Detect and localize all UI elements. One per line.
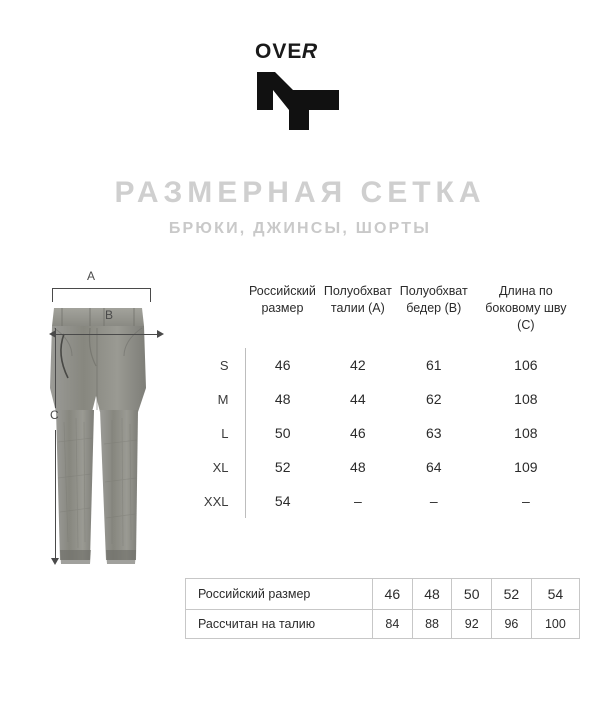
cell-hips: 62 (425, 391, 442, 407)
cell-hips: 61 (425, 357, 442, 373)
cell-ru-size: 52 (492, 579, 532, 610)
cell-ru-size: 50 (245, 416, 320, 450)
cell-waist: 48 (350, 459, 366, 475)
cell-waist-value: 100 (531, 610, 579, 639)
cell-ru-size: 54 (531, 579, 579, 610)
cell-hips: 64 (425, 459, 442, 475)
table-row (185, 348, 580, 382)
cell-length: 106 (514, 357, 538, 373)
cell-ru-size: 54 (245, 484, 320, 518)
product-diagram (30, 269, 190, 580)
cell-ru-size: 46 (373, 579, 413, 610)
measure-line-c-lower (55, 430, 56, 558)
cell-hips: – (429, 493, 438, 509)
measure-line-c (55, 328, 56, 408)
cell-size: XXL (203, 493, 229, 509)
measure-tick-a-right (150, 288, 151, 302)
measure-label-a: A (87, 269, 96, 283)
header-side-length: Длина по боковому шву (C) (485, 284, 567, 332)
cell-length: 108 (514, 425, 538, 441)
cell-size: S (219, 357, 229, 373)
cell-waist: 46 (350, 425, 366, 441)
header-waist: Полуобхват талии (A) (323, 284, 392, 315)
measure-arrow-b-right (157, 330, 164, 338)
cell-waist: 44 (350, 391, 366, 407)
cell-length: 109 (514, 459, 538, 475)
cell-length: – (521, 493, 530, 509)
cell-ru-size: 48 (412, 579, 452, 610)
cell-waist-value: 96 (492, 610, 532, 639)
table-header-row (185, 283, 580, 348)
measure-label-b: B (105, 308, 114, 322)
arrow-mark-icon (253, 66, 343, 141)
measure-arrow-c-bottom (51, 558, 59, 565)
brand-name-part2: R (300, 40, 322, 63)
measure-line-b (55, 334, 158, 335)
cell-ru-size: 46 (245, 348, 320, 382)
header-ru-size: Российский размер (249, 284, 316, 315)
header-hips: Полуобхват бедер (B) (399, 284, 468, 315)
measure-tick-a-left (52, 288, 53, 302)
page-title: РАЗМЕРНАЯ СЕТКА (114, 176, 486, 209)
measure-label-c: C (50, 408, 59, 422)
cell-ru-size: 50 (452, 579, 492, 610)
cell-waist: – (353, 493, 362, 509)
row-label-waist: Рассчитан на талию (186, 610, 373, 639)
cell-hips: 63 (425, 425, 442, 441)
brand-wordmark (255, 40, 322, 64)
cell-size: L (221, 425, 229, 441)
page-subtitle: БРЮКИ, ДЖИНСЫ, ШОРТЫ (168, 220, 432, 237)
table-row (185, 484, 580, 518)
cell-size: XL (212, 459, 229, 475)
table-row (185, 382, 580, 416)
size-chart-table (185, 283, 580, 518)
cell-ru-size: 52 (245, 450, 320, 484)
cell-ru-size: 48 (245, 382, 320, 416)
cell-waist: 42 (350, 357, 366, 373)
table-row (186, 579, 580, 610)
table-row (185, 416, 580, 450)
cell-waist-value: 92 (452, 610, 492, 639)
row-label-ru-size: Российский размер (186, 579, 373, 610)
header-size (185, 283, 245, 348)
measure-line-a (52, 288, 151, 289)
cell-size: M (217, 391, 229, 407)
brand-logo (0, 34, 600, 144)
waist-reference-table (185, 578, 580, 639)
table-row (185, 450, 580, 484)
cell-waist-value: 84 (373, 610, 413, 639)
table-row (186, 610, 580, 639)
cell-waist-value: 88 (412, 610, 452, 639)
cell-length: 108 (514, 391, 538, 407)
brand-name-part1: OVE (255, 40, 303, 63)
